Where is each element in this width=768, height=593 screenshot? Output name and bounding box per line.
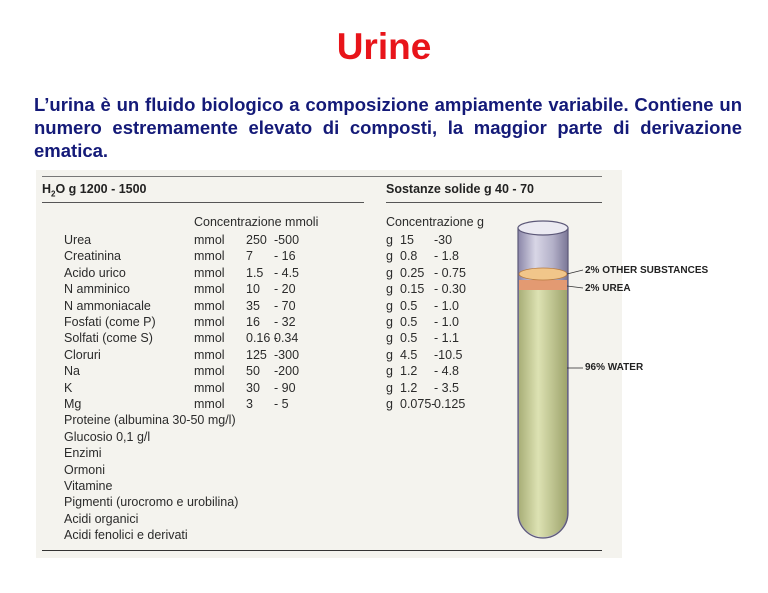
table-cell-gb: - 0.75	[434, 265, 466, 280]
table-cell-ga: 0.5	[400, 315, 418, 329]
table-cell-a: 50	[246, 364, 260, 379]
table-cell-gu: g	[386, 347, 393, 362]
table-cell-name: K	[64, 380, 73, 395]
table-cell-unit: mmol	[194, 233, 225, 247]
table-cell-gu: g	[386, 331, 393, 346]
table-cell-ga: 4.5	[400, 347, 418, 362]
table-cell-b: - 16	[274, 249, 296, 264]
water-layer	[519, 288, 567, 537]
table-cell-name: Solfati (come S)	[64, 331, 153, 346]
slide-title: Urine	[336, 26, 432, 67]
table-cell-name: N amminico	[64, 282, 130, 297]
table-cell-a: 7	[246, 249, 253, 264]
table-cell-b: - 4.5	[274, 265, 300, 280]
table-cell-b: - 5	[274, 397, 289, 411]
other-substances-label: 2% OTHER SUBSTANCES	[585, 265, 709, 276]
table-cell-gu: g	[386, 282, 393, 297]
table-cell-unit: mmol	[194, 298, 225, 313]
table-cell-a: 3	[246, 397, 253, 411]
solids-header: Sostanze solide g 40 - 70	[386, 182, 534, 196]
table-cell-gb: - 1.0	[434, 315, 460, 329]
table-cell-gu: g	[386, 380, 393, 395]
table-cell-name: N ammoniacale	[64, 298, 151, 313]
urine-test-tube	[505, 208, 605, 570]
table-cell-gb: - 4.8	[434, 364, 460, 379]
table-cell-b: -500	[274, 233, 300, 247]
table-cell-gb: - 1.8	[434, 249, 460, 264]
table-cell-gu: g	[386, 315, 393, 329]
table-cell-unit: mmol	[194, 364, 225, 379]
left-header-rule	[42, 202, 364, 203]
table-cell-ga: 0.15	[400, 282, 425, 297]
other-component-item: Acidi organici	[64, 511, 139, 526]
table-cell-unit: mmol	[194, 315, 225, 329]
table-cell-a: 125	[246, 347, 267, 362]
other-component-item: Proteine (albumina 30-50 mg/l)	[64, 413, 236, 428]
table-cell-ga: 0.25	[400, 265, 425, 280]
table-cell-ga: 0.075-	[400, 397, 436, 411]
table-cell-ga: 15	[400, 233, 414, 247]
table-cell-b: -300	[274, 347, 300, 362]
table-cell-ga: 0.5	[400, 331, 418, 346]
urea-layer	[519, 280, 567, 290]
table-cell-gu: g	[386, 298, 393, 313]
table-cell-a: 30	[246, 380, 260, 395]
other-component-item: Pigmenti (urocromo e urobilina)	[64, 495, 239, 510]
mmol-column-header: Concentrazione mmoli	[194, 215, 319, 229]
table-cell-gb: -30	[434, 233, 453, 247]
table-cell-unit: mmol	[194, 397, 225, 411]
table-cell-b: 0.34	[274, 331, 299, 346]
table-cell-name: Urea	[64, 233, 92, 247]
table-cell-gb: 0.125	[434, 397, 466, 411]
other-component-item: Ormoni	[64, 462, 105, 477]
table-cell-a: 16	[246, 315, 260, 329]
urea-label: 2% UREA	[585, 283, 631, 294]
other-component-item: Acidi fenolici e derivati	[64, 528, 188, 543]
table-cell-name: Mg	[64, 397, 82, 411]
table-cell-name: Cloruri	[64, 347, 101, 362]
table-cell-ga: 1.2	[400, 380, 418, 395]
other-component-item: Glucosio 0,1 g/l	[64, 429, 151, 444]
table-cell-gu: g	[386, 233, 393, 247]
other-substances-layer	[519, 268, 567, 280]
tube-rim	[518, 221, 568, 235]
table-cell-gu: g	[386, 249, 393, 264]
table-cell-gu: g	[386, 397, 393, 411]
table-cell-a: 10	[246, 282, 260, 297]
g-column-header: Concentrazione g	[386, 215, 484, 229]
table-cell-b: - 90	[274, 380, 296, 395]
table-cell-gb: - 3.5	[434, 380, 460, 395]
table-cell-gu: g	[386, 265, 393, 280]
intro-paragraph: L’urina è un fluido biologico a composizione ampiamente variabile. Contiene un numero estremamente elevato di composti, la maggior parte di derivazione ematica.	[34, 94, 742, 161]
table-cell-a: 250	[246, 233, 267, 247]
table-cell-unit: mmol	[194, 347, 225, 362]
table-cell-name: Creatinina	[64, 249, 121, 264]
table-cell-b: - 20	[274, 282, 296, 297]
table-cell-ga: 1.2	[400, 364, 418, 379]
other-component-item: Vitamine	[64, 479, 113, 493]
table-cell-unit: mmol	[194, 331, 225, 346]
table-cell-b: -200	[274, 364, 300, 379]
table-cell-ga: 0.5	[400, 298, 418, 313]
table-cell-name: Fosfati (come P)	[64, 315, 156, 329]
table-cell-unit: mmol	[194, 380, 225, 395]
table-cell-gb: - 1.1	[434, 331, 460, 346]
table-cell-ga: 0.8	[400, 249, 418, 264]
top-rule	[42, 176, 602, 177]
table-cell-name: Acido urico	[64, 265, 126, 280]
table-cell-b: - 32	[274, 315, 296, 329]
table-cell-gb: -10.5	[434, 347, 463, 362]
table-cell-a: 35	[246, 298, 260, 313]
table-cell-unit: mmol	[194, 249, 225, 264]
table-cell-b: - 70	[274, 298, 296, 313]
table-cell-name: Na	[64, 364, 80, 379]
other-component-item: Enzimi	[64, 446, 102, 461]
water-label: 96% WATER	[585, 362, 644, 373]
table-cell-a: 0.16 -	[246, 331, 278, 346]
table-cell-gb: - 1.0	[434, 298, 460, 313]
right-header-rule	[386, 202, 602, 203]
table-cell-unit: mmol	[194, 282, 225, 297]
table-cell-gu: g	[386, 364, 393, 379]
table-cell-gb: - 0.30	[434, 282, 466, 297]
table-cell-a: 1.5	[246, 265, 264, 280]
water-header: $H_2O$ g 1200 - 1500	[42, 182, 147, 199]
table-cell-unit: mmol	[194, 265, 225, 280]
